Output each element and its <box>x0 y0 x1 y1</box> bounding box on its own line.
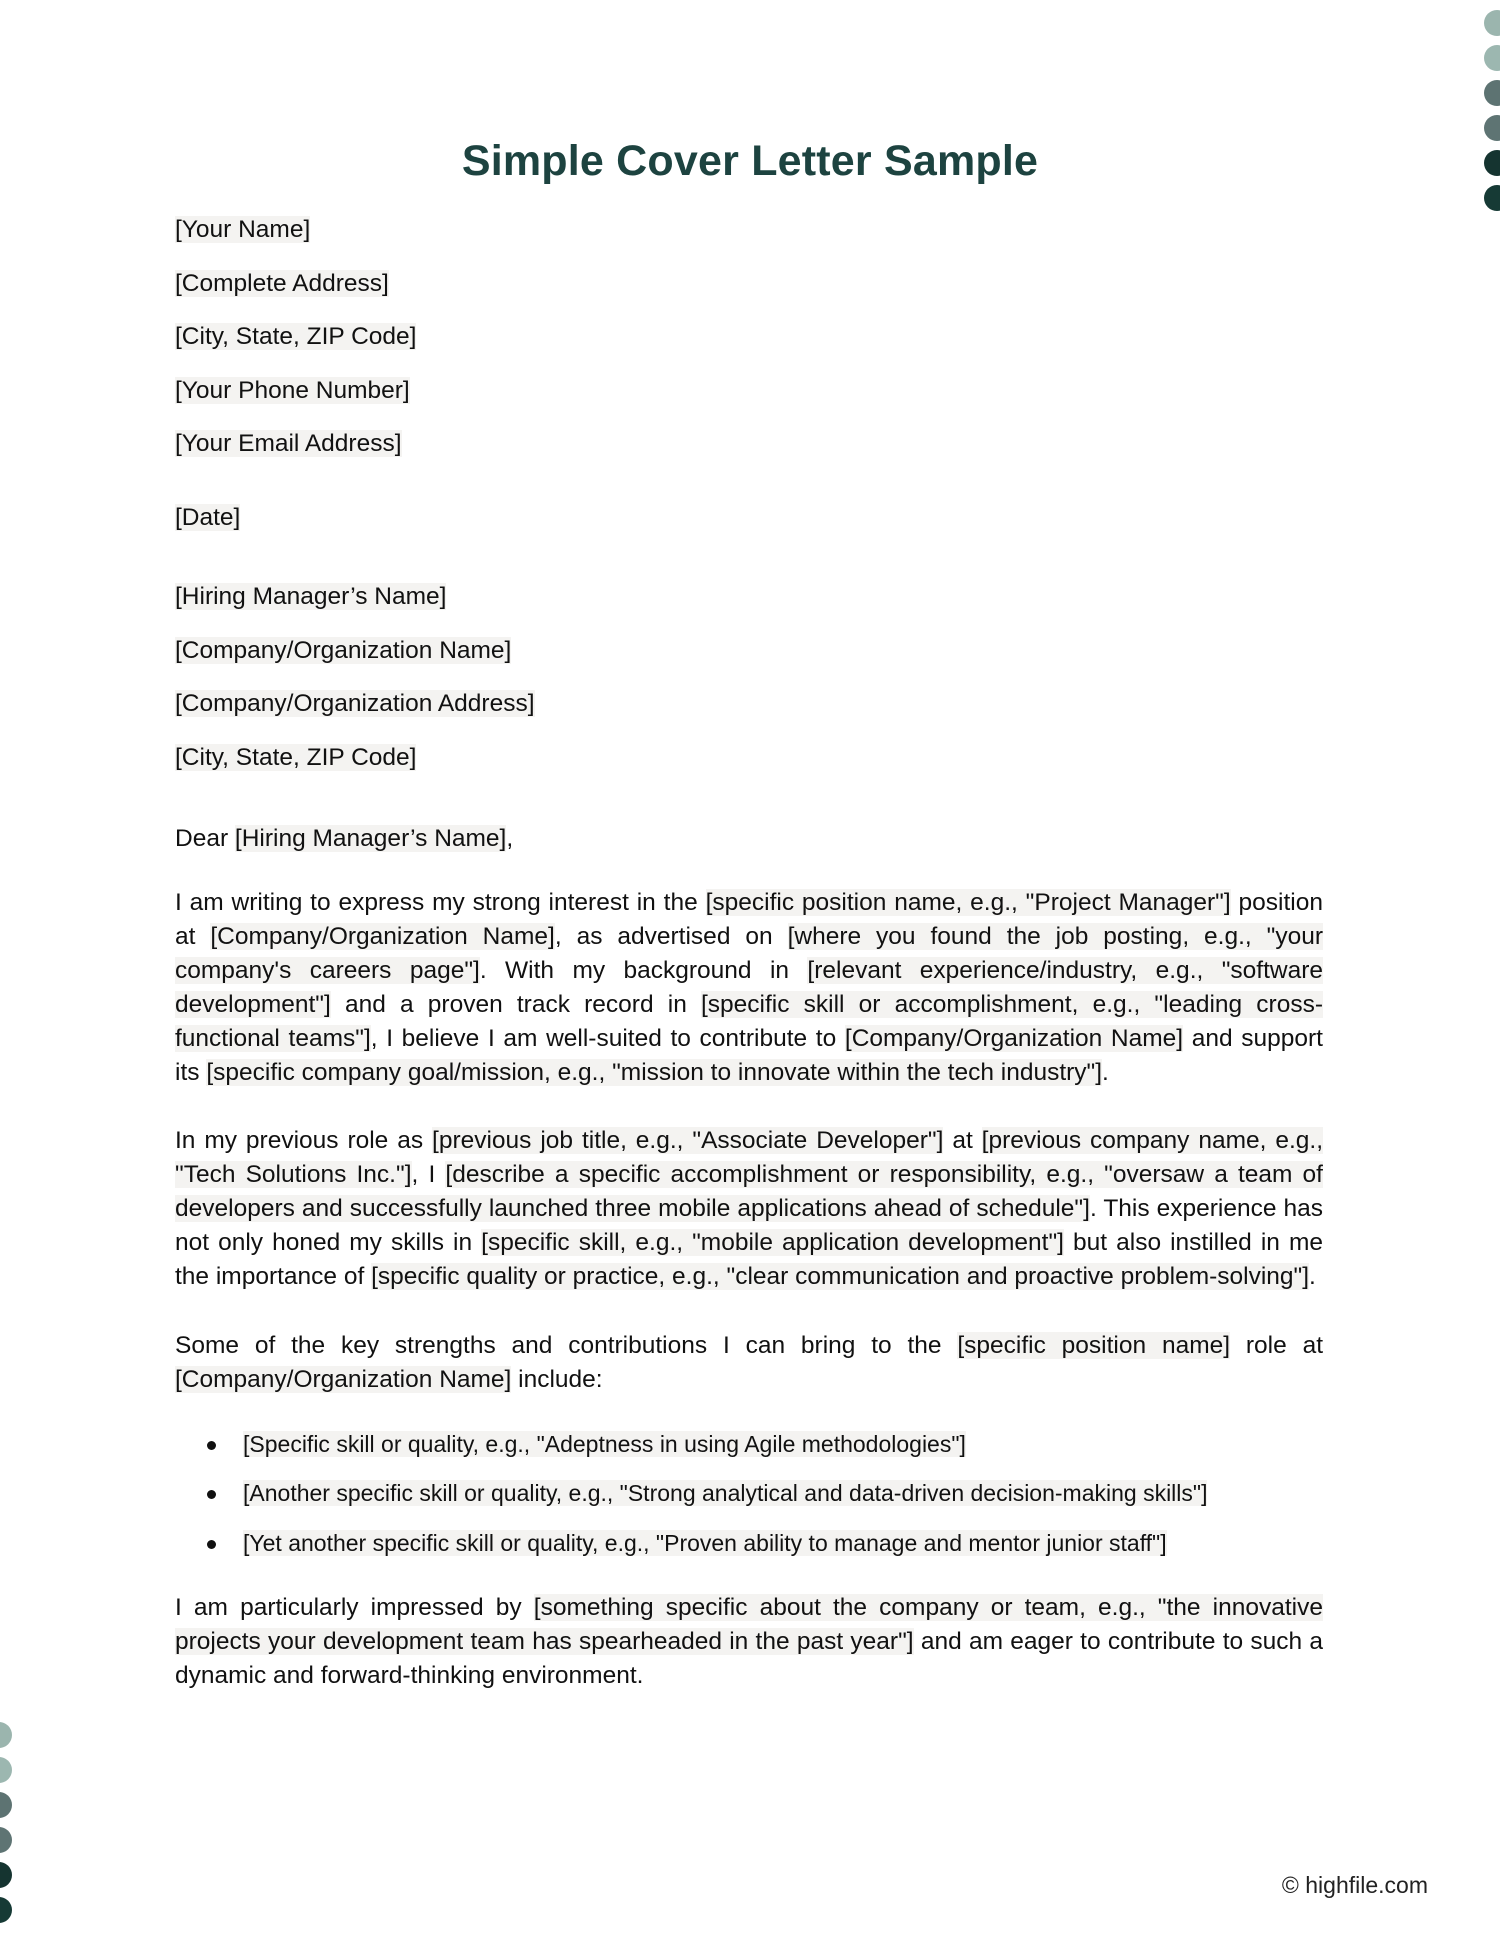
par1-seg1: I am writing to express my strong interest in the <box>175 889 706 916</box>
date-line <box>175 503 1323 531</box>
sender-line <box>175 376 1323 404</box>
par1-ph1: [specific position name, e.g., "Project Manager"] <box>705 889 1231 916</box>
salutation-suffix: , <box>506 825 514 852</box>
recipient-address-block <box>175 585 1323 770</box>
sender-city-state-zip: [City, State, ZIP Code] <box>175 323 417 350</box>
decorative-dot <box>1484 45 1500 71</box>
skill-text: [Another specific skill or quality, e.g., "Strong analytical and data-driven decision-making skills"] <box>243 1480 1208 1507</box>
decorative-dot <box>0 1792 12 1818</box>
decorative-dot <box>0 1897 12 1923</box>
recipient-company-name: [Company/Organization Name] <box>175 636 512 664</box>
list-item <box>175 1431 1323 1459</box>
par1-seg5: and a proven track record in <box>330 991 701 1019</box>
recipient-manager-name: [Hiring Manager’s Name] <box>175 583 447 610</box>
skills-list <box>175 1431 1323 1558</box>
par1-seg8: . <box>1102 1059 1109 1087</box>
letter-body <box>175 218 1323 1728</box>
recipient-line <box>175 585 1323 610</box>
sender-line <box>175 325 1323 350</box>
par1-ph4: [relevant experience/industry, e.g., "software development"] <box>175 957 1323 1019</box>
recipient-city-state-zip: [City, State, ZIP Code] <box>175 743 417 771</box>
paragraph-experience <box>175 1124 1323 1294</box>
decorative-dot <box>1484 185 1500 211</box>
par1-seg7: and support its <box>175 1025 1323 1087</box>
par1-ph7: [specific company goal/mission, e.g., "mission to innovate within the tech industry"] <box>206 1059 1103 1087</box>
par1-ph3: [where you found the job posting, e.g., "your company's careers page"] <box>175 923 1324 985</box>
sender-name: [Your Name] <box>175 216 311 243</box>
paragraph-closing <box>175 1591 1323 1693</box>
par2-seg5: but also instilled in me the importance of <box>175 1229 1323 1291</box>
paragraph-strengths-intro <box>175 1329 1323 1397</box>
list-item <box>175 1480 1323 1508</box>
par1-ph2: [Company/Organization Name] <box>210 923 555 951</box>
sender-line <box>175 269 1323 297</box>
par2-ph2: [previous company name, e.g., "Tech Solutions Inc."] <box>175 1127 1324 1189</box>
par4-seg2: and am eager to contribute to such a dynamic and forward-thinking environment. <box>175 1628 1323 1690</box>
recipient-line <box>175 743 1323 771</box>
par3-ph2: [Company/Organization Name] <box>175 1365 512 1393</box>
recipient-line <box>175 692 1323 717</box>
par1-seg6: , I believe I am well-suited to contribute to <box>370 1025 845 1053</box>
decorative-dot <box>1484 10 1500 36</box>
par3-seg1: Some of the key strengths and contributions I can bring to the <box>175 1331 958 1359</box>
paragraph-intro <box>175 886 1323 1090</box>
par1-seg4: . With my background in <box>479 957 808 985</box>
sender-line <box>175 218 1323 243</box>
salutation-placeholder: [Hiring Manager’s Name] <box>234 825 507 852</box>
sender-email: [Your Email Address] <box>175 430 402 457</box>
decorative-dot <box>0 1827 12 1853</box>
decorative-dot <box>0 1757 12 1783</box>
par4-ph1: [something specific about the company or team, e.g., "the innovative projects your development team has spearheaded in the past year"] <box>175 1594 1323 1656</box>
spacer <box>175 559 1323 585</box>
par2-seg6: . <box>1309 1263 1316 1291</box>
sender-address: [Complete Address] <box>175 269 389 297</box>
spacer <box>175 486 1323 506</box>
footer-credit: © highfile.com <box>1281 1872 1428 1898</box>
par4-seg1: I am particularly impressed by <box>175 1594 534 1622</box>
par2-ph5: [specific quality or practice, e.g., "clear communication and proactive problem-solving"] <box>371 1263 1310 1291</box>
par2-seg4: . This experience has not only honed my skills in <box>175 1195 1323 1257</box>
decorative-dots-bottom-left <box>0 1722 12 1923</box>
sender-phone: [Your Phone Number] <box>175 376 410 404</box>
recipient-company-address: [Company/Organization Address] <box>175 690 535 717</box>
par1-seg2: position at <box>175 889 1323 951</box>
date-value: [Date] <box>175 503 241 531</box>
par2-seg3: , I <box>411 1161 446 1189</box>
par2-ph1: [previous job title, e.g., "Associate Developer"] <box>432 1127 944 1155</box>
recipient-line <box>175 636 1323 664</box>
skill-text: [Yet another specific skill or quality, e.g., "Proven ability to manage and mentor junior staff"] <box>243 1529 1167 1556</box>
skill-text: [Specific skill or quality, e.g., "Adeptness in using Agile methodologies"] <box>243 1430 966 1457</box>
salutation <box>175 825 1323 853</box>
par2-ph4: [specific skill, e.g., "mobile application development"] <box>481 1229 1064 1257</box>
par1-seg3: , as advertised on <box>554 923 788 951</box>
decorative-dot <box>0 1722 12 1748</box>
par3-seg2: role at <box>1230 1331 1323 1359</box>
spacer <box>175 799 1323 825</box>
salutation-prefix: Dear <box>175 825 235 852</box>
page-title: Simple Cover Letter Sample <box>461 136 1039 185</box>
sender-address-block <box>175 218 1323 457</box>
par3-ph1: [specific position name] <box>957 1331 1231 1359</box>
par1-ph5: [specific skill or accomplishment, e.g., "leading cross-functional teams"] <box>175 991 1323 1053</box>
par2-ph3: [describe a specific accomplishment or responsibility, e.g., "oversaw a team of developers and successfully launched three mobile applications ahead of schedule"] <box>175 1161 1323 1223</box>
decorative-dot <box>1484 80 1500 106</box>
list-item <box>175 1530 1323 1558</box>
par1-ph6: [Company/Organization Name] <box>844 1025 1184 1053</box>
par3-seg3: include: <box>511 1365 603 1393</box>
par2-seg1: In my previous role as <box>175 1127 433 1155</box>
par2-seg2: at <box>943 1127 982 1155</box>
decorative-dot <box>0 1862 12 1888</box>
sender-line <box>175 432 1323 457</box>
